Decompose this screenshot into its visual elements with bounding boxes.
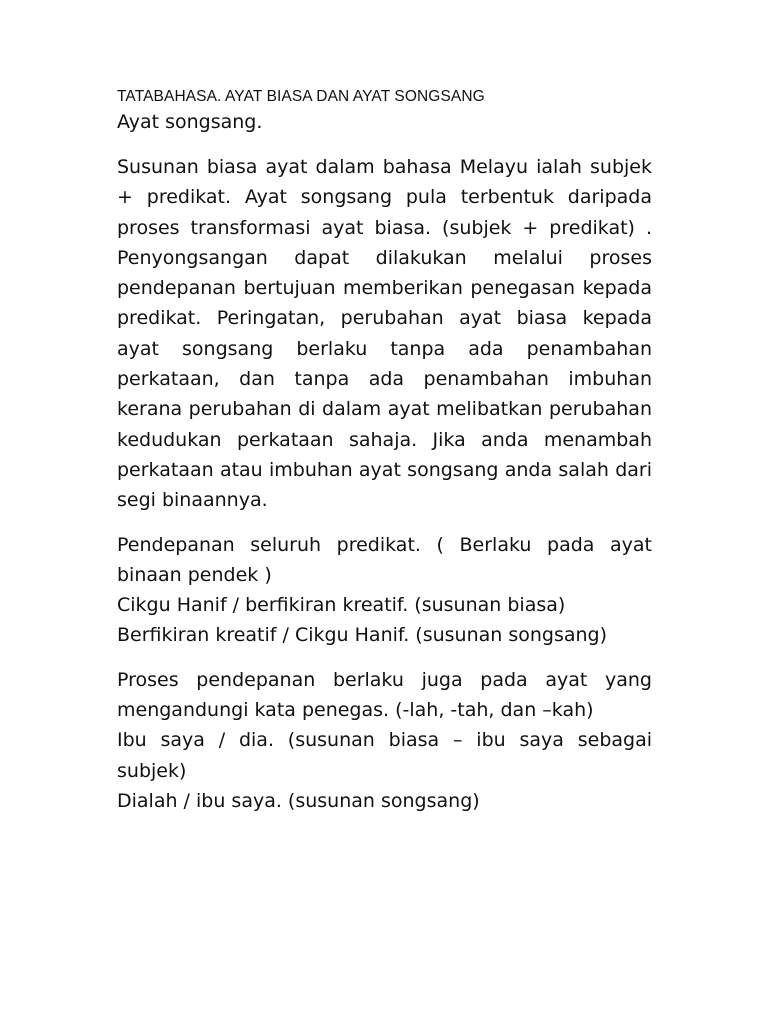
section-emphasis-intro: Proses pendepanan berlaku juga pada ayat yang mengandungi kata penegas. (-lah, -tah, dan –kah) — [117, 668, 652, 722]
example-inverted-order: Berfikiran kreatif / Cikgu Hanif. (susunan songsang) — [117, 624, 608, 647]
section-full-predicate — [117, 530, 652, 651]
section-emphasis-particle — [117, 665, 652, 816]
example-emphasis-normal: Ibu saya / dia. (susunan biasa – ibu saya sebagai subjek) — [117, 729, 652, 782]
section-full-predicate-intro: Pendepanan seluruh predikat. ( Berlaku pada ayat binaan pendek ) — [117, 533, 652, 586]
document-title: TATABAHASA. AYAT BIASA DAN AYAT SONGSANG — [117, 88, 485, 105]
example-emphasis-inverted: Dialah / ibu saya. (susunan songsang) — [117, 789, 480, 812]
paragraph-intro: Susunan biasa ayat dalam bahasa Melayu ialah subjek + predikat. Ayat songsang pula terbentuk daripada proses transformasi ayat biasa. (subjek + predikat) . Penyongsangan dapat dilakukan melalui proses pendepanan bertujuan memberikan penegasan kepada predikat. Peringatan, perubahan ayat biasa kepada ayat songsang berlaku tanpa ada penambahan perkataan, dan tanpa ada penambahan imbuhan kerana perubahan di dalam ayat melibatkan perubahan kedudukan perkataan sahaja. Jika anda menambah perkataan atau imbuhan ayat songsang anda salah dari segi binaannya. — [117, 156, 652, 512]
section-heading: Ayat songsang. — [117, 111, 263, 133]
document-content — [117, 86, 652, 830]
example-normal-order: Cikgu Hanif / berfikiran kreatif. (susunan biasa) — [117, 594, 566, 617]
